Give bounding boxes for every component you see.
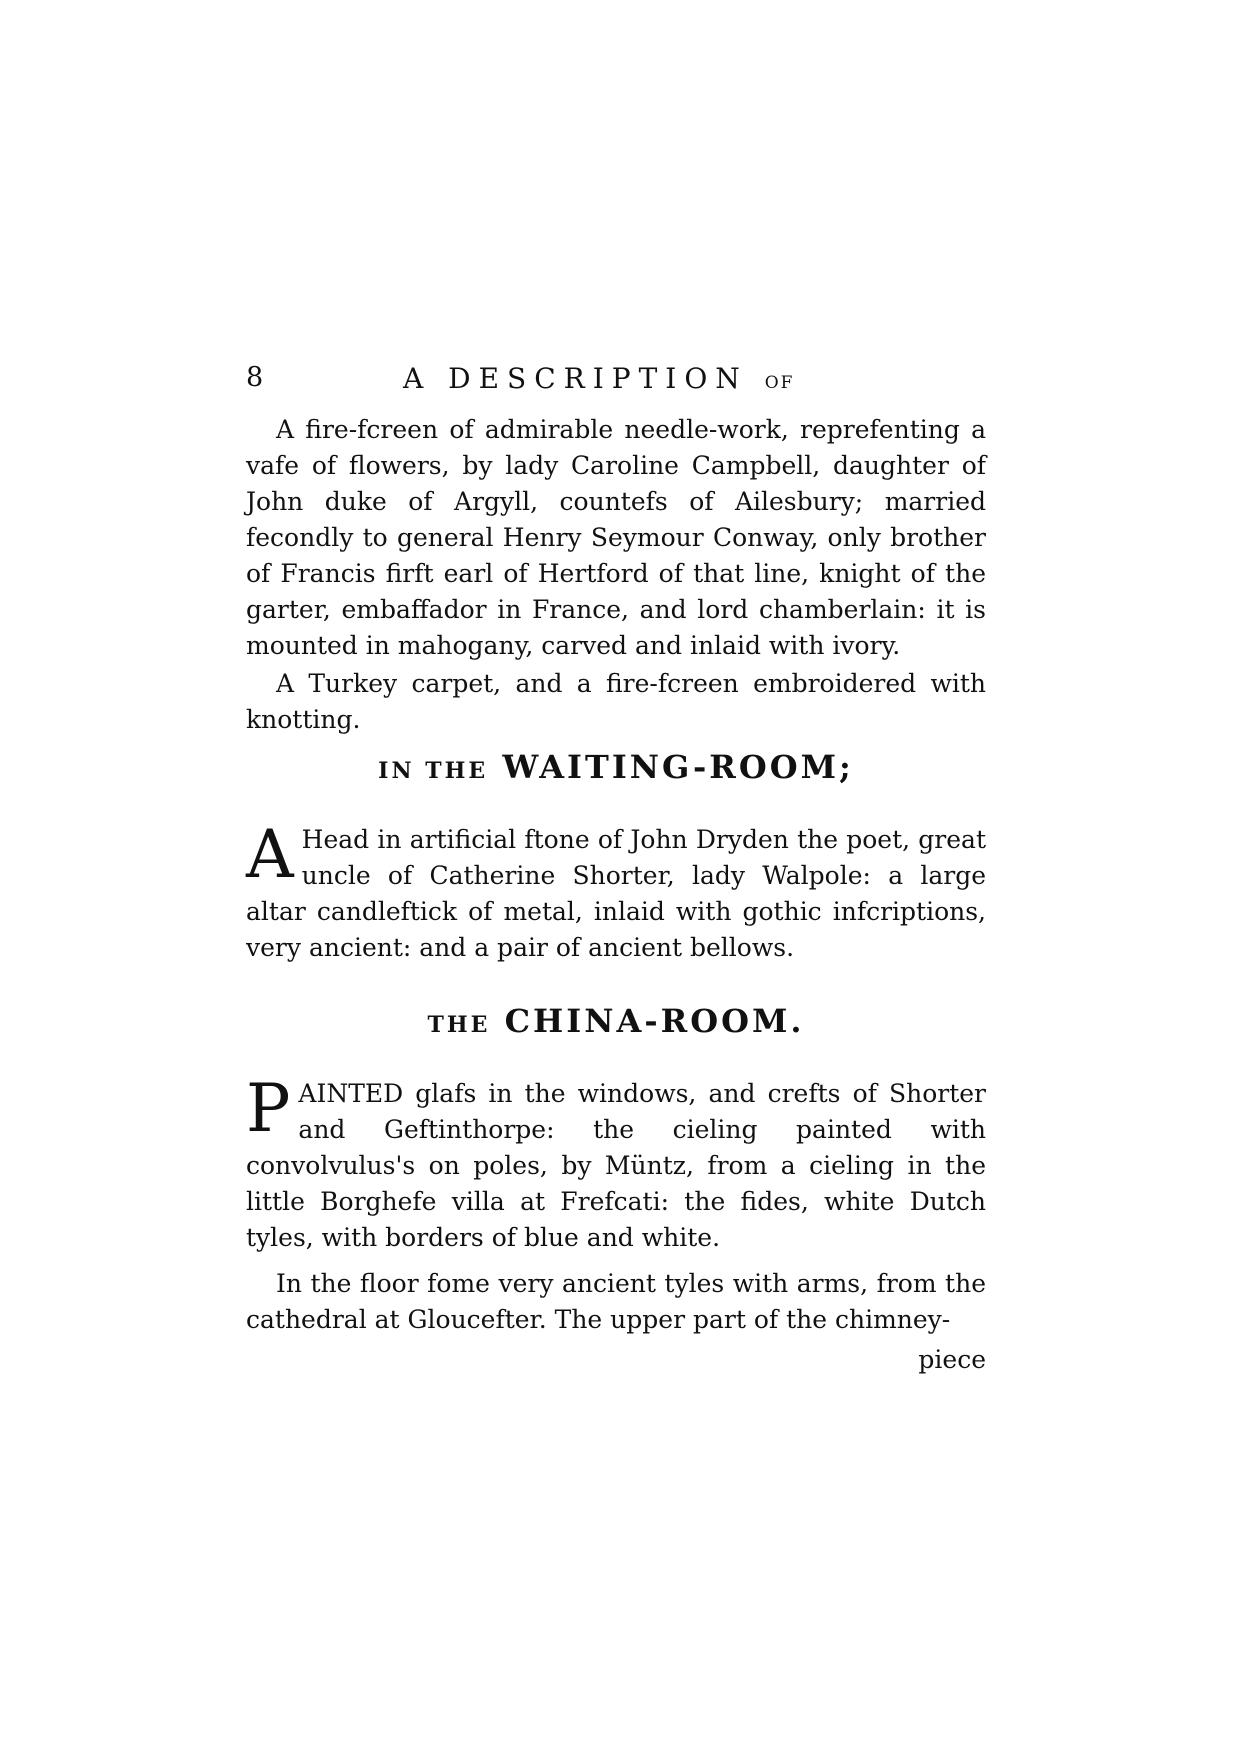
paragraph-china-room-text: AINTED glafs in the windows, and crefts of Shorter and Geftinthorpe: the cieling painted with convolvulus's on poles, by Müntz, from a cieling in the little Borghefe villa at Frefcati: the fides, white Dutch tyles, with borders of blue and white. <box>246 1079 986 1252</box>
paragraph-waiting-room <box>246 816 986 966</box>
paragraph-floor-tiles: In the floor fome very ancient tyles with arms, from the cathedral at Gloucefter. The upper part of the chimney- <box>246 1269 986 1334</box>
catchword: piece <box>918 1345 986 1374</box>
running-head <box>403 362 794 395</box>
drop-cap-a: A <box>246 816 294 893</box>
heading-waiting-room-title: WAITING-ROOM; <box>502 748 854 786</box>
paragraph-fire-screen: A fire-fcreen of admirable needle-work, reprefenting a vafe of flowers, by lady Caroline Campbell, daughter of John duke of Argyll, countefs of Ailesbury; married fecondly to general Henry Seymour Conway, only brother of Francis firft earl of Hertford of that line, knight of the garter, embaffador in France, and lord chamberlain: it is mounted in mahogany, carved and inlaid with ivory. <box>246 415 986 660</box>
running-head-title: A DESCRIPTION <box>403 362 748 395</box>
paragraph-waiting-room-text: Head in artificial ftone of John Dryden the poet, great uncle of Catherine Shorter, lady Walpole: a large altar candleftick of metal, inlaid with gothic infcriptions, very ancient: and a pair of ancient bellows. <box>246 825 986 962</box>
drop-cap-p: P <box>246 1070 291 1147</box>
heading-waiting-room-prefix: IN THE <box>378 758 489 784</box>
paragraph-turkey-carpet: A Turkey carpet, and a fire-fcreen embroidered with knotting. <box>246 669 986 734</box>
heading-waiting-room <box>246 748 986 786</box>
paragraph-china-room <box>246 1070 986 1256</box>
running-head-of: OF <box>764 373 795 393</box>
heading-china-room-prefix: THE <box>427 1012 491 1038</box>
heading-china-room <box>246 1002 986 1040</box>
heading-china-room-title: CHINA-ROOM. <box>504 1002 805 1040</box>
page-header <box>246 362 986 404</box>
page-number: 8 <box>246 362 264 393</box>
